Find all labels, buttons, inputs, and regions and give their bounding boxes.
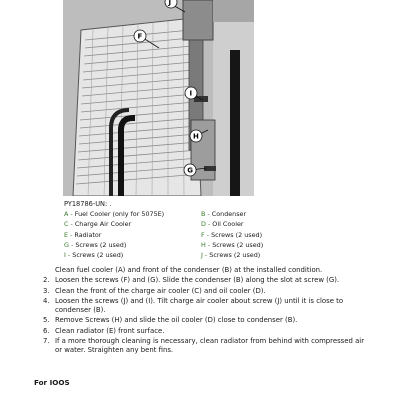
legend-desc: Fuel Cooler (only for 5075E) — [74, 210, 165, 218]
legend-item-g: G - Screws (2 used) — [64, 240, 127, 249]
legend-code: I — [64, 251, 66, 260]
legend-item-i: I - Screws (2 used) — [64, 251, 124, 260]
legend-item-c: C - Charge Air Cooler — [64, 220, 132, 229]
figure-caption: PY18786-UN: . — [64, 200, 112, 208]
legend-code: D — [201, 220, 206, 229]
legend-code: F — [201, 230, 205, 239]
callout-g-label: G — [187, 166, 194, 175]
legend-item-a: A - Fuel Cooler (only for 5075E) — [64, 210, 165, 218]
cleaning-steps-list — [43, 266, 373, 356]
step-number: 5. — [43, 316, 50, 325]
step-text: Clean fuel cooler (A) and front of the condenser (B) at the installed condition. — [55, 266, 323, 274]
step-item — [43, 316, 373, 325]
legend-desc: Screws (2 used) — [209, 251, 261, 260]
legend-code: E — [64, 230, 69, 239]
step-text: Clean radiator (E) front surface. — [55, 326, 165, 335]
step-text: Remove Screws (H) and slide the oil cooler (D) close to condenser (B). — [55, 316, 298, 325]
step-item — [43, 287, 373, 296]
step-number: 7. — [43, 336, 50, 345]
step-number: 6. — [43, 326, 50, 335]
step-item — [43, 276, 373, 285]
legend-item-j: J - Screws (2 used) — [201, 251, 261, 260]
step-item — [43, 266, 373, 275]
legend-desc: Screws (2 used) — [75, 240, 127, 249]
legend-desc: Screws (2 used) — [212, 240, 264, 249]
callout-f-label: F — [137, 32, 143, 41]
legend-code: A — [64, 210, 69, 218]
step-number: 4. — [43, 297, 50, 306]
legend-desc: Charge Air Cooler — [74, 220, 132, 229]
step-number: 2. — [43, 276, 50, 285]
step-number: 3. — [43, 286, 50, 295]
legend-code: J — [201, 251, 203, 260]
step-text: Loosen the screws (F) and (G). Slide the condenser (B) along the slot at screw (G). — [55, 276, 340, 285]
legend-item-e: E - Radiator — [64, 230, 102, 239]
legend-item-f: F - Screws (2 used) — [201, 230, 263, 239]
step-text: Clean the front of the charge air cooler (C) and oil cooler (D). — [55, 286, 266, 295]
cooler-diagram-svg — [63, 0, 254, 196]
legend-desc: Screws (2 used) — [211, 230, 263, 239]
callout-i-label: I — [189, 89, 193, 98]
legend-item-b: B - Condenser — [201, 210, 247, 218]
step-text: If a more thorough cleaning is necessary, clean radiator from behind with compressed air or water. Straighten any bent fins. — [55, 336, 365, 354]
callout-j-label: J — [168, 0, 172, 7]
legend-code: B — [201, 210, 206, 218]
legend-desc: Radiator — [74, 230, 102, 239]
legend-code: G — [64, 240, 69, 249]
figure-legend — [64, 209, 279, 260]
step-item — [43, 327, 373, 336]
cooler-diagram-figure — [63, 0, 254, 196]
step-item — [43, 297, 373, 314]
step-text: Loosen the screws (J) and (I). Tilt charge air cooler about screw (J) until it is close to condenser (B). — [55, 297, 344, 314]
legend-code: C — [64, 220, 69, 229]
step-number — [43, 266, 55, 275]
step-item — [43, 337, 373, 354]
legend-desc: Screws (2 used) — [72, 251, 124, 260]
callout-h-label: H — [193, 132, 199, 141]
legend-desc: Condenser — [211, 210, 247, 218]
legend-code: H — [201, 240, 206, 249]
legend-desc: Oil Cooler — [212, 220, 244, 229]
legend-item-h: H - Screws (2 used) — [201, 240, 264, 249]
legend-item-d: D - Oil Cooler — [201, 220, 244, 229]
section-heading: For IOOS — [34, 378, 70, 387]
